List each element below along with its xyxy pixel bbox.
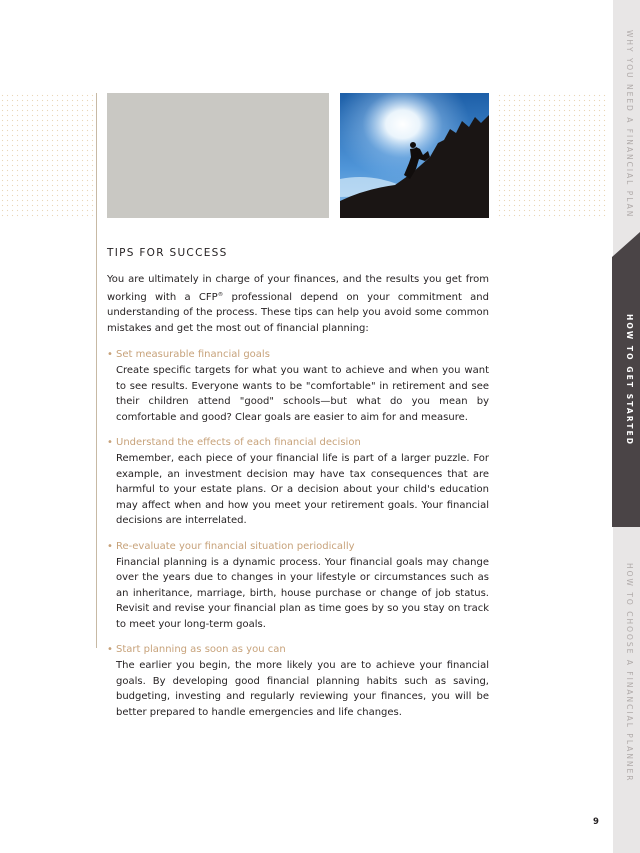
registered-mark: ® <box>217 291 224 298</box>
chapter-tab-why-plan[interactable]: WHY YOU NEED A FINANCIAL PLAN <box>625 30 634 219</box>
tip-heading-text: Set measurable financial goals <box>116 349 270 361</box>
tip-heading-text: Start planning as soon as you can <box>116 644 286 656</box>
image-placeholder <box>107 93 329 218</box>
tip-item <box>107 539 489 633</box>
tip-heading <box>107 347 489 363</box>
tip-heading <box>107 642 489 658</box>
chapter-tab-get-started[interactable]: HOW TO GET STARTED <box>625 314 634 447</box>
bullet-icon: • <box>107 349 113 361</box>
tip-body: Remember, each piece of your financial life is part of a larger puzzle. For example, an investment decision may have tax consequences that are harmful to your estate plans. Or a decision about your child's education may affect when and how you meet your retirement goals. Your financial decisions are interrelated. <box>116 452 489 527</box>
section-title: TIPS FOR SUCCESS <box>107 247 228 259</box>
tip-item <box>107 347 489 425</box>
decorative-texture-left <box>0 93 94 218</box>
chapter-tab-choose-planner[interactable]: HOW TO CHOOSE A FINANCIAL PLANNER <box>625 563 634 783</box>
tip-item <box>107 642 489 720</box>
tip-heading <box>107 539 489 555</box>
tip-body: The earlier you begin, the more likely you are to achieve your financial goals. By developing good financial planning habits such as saving, budgeting, investing and regularly reviewing your finances, you will be better prepared to handle emergencies and life changes. <box>116 660 489 718</box>
tip-body: Financial planning is a dynamic process. Your financial goals may change over the years due to changes in your lifestyle or circumstances such as an inheritance, marriage, birth, house purchase or change of job status. Revisit and revise your financial plan as time goes by so you stay on track to meet your long-term goals. <box>116 556 489 630</box>
tips-content <box>107 272 489 730</box>
intro-text-continued: professional depend on your commitment and understanding of the process. These tips can help you avoid some common mistakes and get the most out of financial planning: <box>107 291 489 334</box>
page-number: 9 <box>593 817 599 827</box>
bullet-icon: • <box>107 437 113 449</box>
bullet-icon: • <box>107 540 113 552</box>
tip-heading <box>107 435 489 451</box>
bullet-icon: • <box>107 644 113 656</box>
intro-paragraph <box>107 272 489 336</box>
margin-rule <box>96 93 97 648</box>
tip-item <box>107 435 489 529</box>
tip-heading-text: Understand the effects of each financial decision <box>116 437 361 449</box>
climber-photo <box>340 93 489 218</box>
intro-text: You are ultimately in charge of your finances, and the results you get from working with a CFP <box>107 274 489 303</box>
tip-heading-text: Re-evaluate your financial situation periodically <box>116 540 355 552</box>
decorative-texture-right <box>497 93 607 218</box>
tip-body: Create specific targets for what you want to achieve and when you want to see results. Everyone wants to be "comfortable" in retirement and see their children attend "good" schools—but what do you mean by comfortable and good? Clear goals are easier to aim for and measure. <box>116 364 489 423</box>
